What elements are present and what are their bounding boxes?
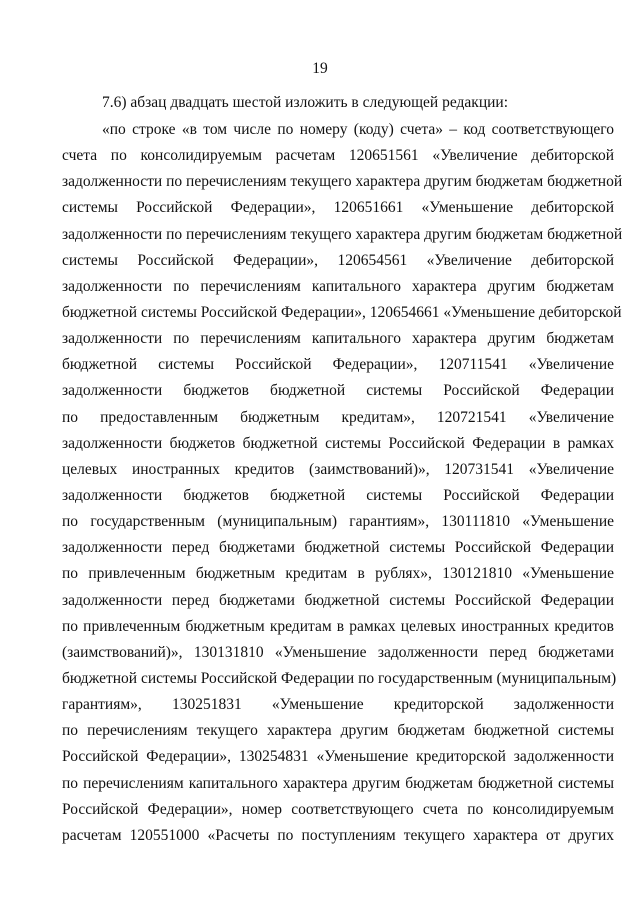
text-line: задолженности перед бюджетами бюджетной системы Российской Федерации [62, 591, 614, 609]
text-line: расчетам 120551000 «Расчеты по поступлениям текущего характера от других [62, 826, 614, 844]
text-line: бюджетной системы Российской Федерации по государственным (муниципальным) [62, 669, 617, 687]
text-line: (заимствований)», 130131810 «Уменьшение задолженности перед бюджетами [62, 643, 614, 661]
text-line: задолженности по перечислениям текущего характера другим бюджетам бюджетной [62, 225, 623, 243]
text-line: счета по консолидируемым расчетам 120651561 «Увеличение дебиторской [62, 147, 614, 165]
section-heading: 7.6) абзац двадцать шестой изложить в следующей редакции: [102, 94, 509, 111]
text-line: задолженности перед бюджетами бюджетной системы Российской Федерации [62, 539, 614, 557]
text-line: гарантиям», 130251831 «Уменьшение кредиторской задолженности [62, 696, 614, 714]
text-line: по привлеченным бюджетным кредитам в рублях», 130121810 «Уменьшение [62, 565, 614, 583]
text-line: по государственным (муниципальным) гарантиям», 130111810 «Уменьшение [62, 513, 614, 531]
text-line: задолженности бюджетов бюджетной системы Российской Федерации [62, 382, 614, 400]
text-line: системы Российской Федерации», 120654561 «Увеличение дебиторской [62, 251, 614, 269]
text-line: задолженности бюджетов бюджетной системы Российской Федерации в рамках [62, 434, 614, 452]
text-line: бюджетной системы Российской Федерации», 120654661 «Уменьшение дебиторской [62, 303, 622, 321]
text-line: системы Российской Федерации», 120651661 «Уменьшение дебиторской [62, 199, 614, 217]
text-line: задолженности по перечислениям капитального характера другим бюджетам [62, 330, 614, 348]
text-line: задолженности по перечислениям текущего характера другим бюджетам бюджетной [62, 173, 623, 191]
text-line: по перечислениям капитального характера другим бюджетам бюджетной системы [62, 774, 614, 792]
text-line: Российской Федерации», номер соответствующего счета по консолидируемым [62, 800, 614, 818]
text-line: по перечислениям текущего характера другим бюджетам бюджетной системы [62, 722, 614, 740]
text-line: бюджетной системы Российской Федерации», 120711541 «Увеличение [62, 356, 614, 374]
text-line: по предоставленным бюджетным кредитам», 120721541 «Увеличение [62, 408, 614, 426]
page-number: 19 [312, 60, 328, 77]
text-line: задолженности по перечислениям капитального характера другим бюджетам [62, 277, 614, 295]
text-line: Российской Федерации», 130254831 «Уменьшение кредиторской задолженности [62, 748, 614, 766]
text-line: «по строке «в том числе по номеру (коду) счета» – код соответствующего [102, 121, 614, 138]
document-body [62, 117, 623, 849]
text-line: задолженности бюджетов бюджетной системы Российской Федерации [62, 486, 614, 504]
text-line: целевых иностранных кредитов (заимствований)», 120731541 «Увеличение [62, 460, 614, 478]
text-line: по привлеченным бюджетным кредитам в рамках целевых иностранных кредитов [62, 617, 614, 635]
